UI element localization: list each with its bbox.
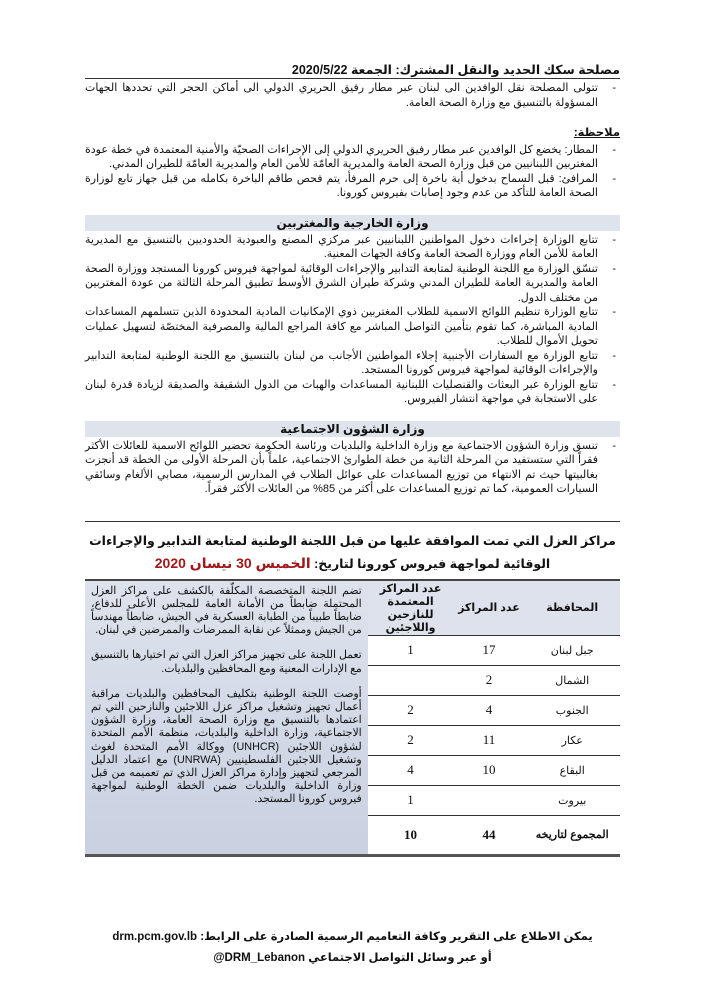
social-affairs-section	[85, 421, 620, 497]
total-centers: 44	[453, 815, 524, 855]
list-item: - تتابع الوزارة تنظيم اللوائح الاسمية للطلاب المغتربين ذوي الإمكانيات المادية المحدودة الذين تتسلمهم المساعدات المادية المباشرة، كما تقوم بتأمين التواصل المباشر مع كافة المراجع المالية والمصرفية المختصّة لتسهيل عمليات تحويل الأموال للطلاب.	[85, 305, 620, 349]
governorate-cell: الجنوب	[524, 695, 620, 725]
list-item: - المطار: يخضع كل الوافدين عبر مطار رفيق الحريري الدولي إلى الإجراءات الصحيّة والأمنية المعتمدة في خطة عودة المغتربين اللبنانيين من قبل وزارة الصحة العامة والمديرية العامّة للأمن العام والمديرية العامّة للطيران المدني.	[85, 143, 620, 172]
list-item: - المرافئ: قبل السماح بدخول أية باخرة إلى حرم المرفأ، يتم فحص طاقم الباخرة بكامله من قبل جهاز تابع لوزارة الصحة العامة للتأكد من عدم وجود إصابات بفيروس كورونا.	[85, 172, 620, 201]
section-title: وزارة الشؤون الاجتماعية	[85, 421, 620, 437]
social-handle-link[interactable]: @DRM_Lebanon	[213, 951, 306, 964]
centers-cell: 10	[453, 755, 524, 785]
isolation-centers-table	[85, 579, 620, 857]
list-item: - تتابع الوزارة إجراءات دخول المواطنين اللبنانيين عبر مركزي المصنع والعبودية الحدوديين بالتنسيق مع المديرية العامة للأمن العام ووزارة الصحة العامة وكافة الجهات المعنية.	[85, 233, 620, 262]
foreign-ministry-section	[85, 215, 620, 407]
centers-cell: 4	[453, 695, 524, 725]
total-refugee: 10	[368, 815, 454, 855]
header-title: مصلحة سكك الحديد والنقل المشترك:	[395, 63, 620, 77]
refugee-cell: 2	[368, 725, 454, 755]
footer-link[interactable]: drm.pcm.gov.lb	[112, 930, 198, 943]
centers-description	[85, 580, 368, 856]
section-title: وزارة الخارجية والمغتربين	[85, 215, 620, 231]
footer	[85, 927, 620, 969]
description-paragraph: تضم اللجنة المتخصصة المكلّفة بالكشف على مراكز العزل المحتملة ضابطاً من الأمانة العامة للمجلس الأعلى للدفاع، ضابطاً طبيباً من الطبابة العسكرية في الجيش، ضابطاً مهندساً من الجيش وممثلاً عن نقابة الممرضات والممرضين في لبنان.	[91, 584, 362, 637]
description-paragraph: أوصت اللجنة الوطنية بتكليف المحافظين والبلديات مراقبة أعمال تجهيز وتشغيل مراكز عزل اللاجئين والنازحين التي تم اعتمادها بالتنسيق مع وزارة الصحة العامة، وزارة الشؤون الاجتماعية، وزارة الداخلية والبلديات، منظمة الأمم المتحدة لشؤون اللاجئين (UNHCR) ووكالة الأمم المتحدة لغوث وتشغيل اللاجئين الفلسطينيين (UNRWA) مع اعتماد الدليل المرجعي لتجهيز وإدارة مراكز العزل الذي تم تعميمه من قبل وزارة الداخلية والبلديات ضمن الخطة الوطنية لمواجهة فيروس كورونا المستجد.	[91, 687, 362, 806]
list-item: - تنسق وزارة الشؤون الاجتماعية مع وزارة الداخلية والبلديات ورئاسة الحكومة تحضير اللوائح الاسمية للعائلات الأكثر فقراً التي ستستفيد من المرحلة الثانية من خطة الطوارئ الاجتماعية، علماً بأن المرحلة الأولى من الخطة قد أنجزت بغالبيتها حيث تم الانتهاء من توزيع المساعدات على عوائل الطلاب في المدارس الرسمية، مصابي الألغام وسائقي السيارات العمومية، كما تم توزيع المساعدات على أكثر من 85% من العائلات الأكثر فقراً.	[85, 439, 620, 497]
header-date: الجمعة 2020/5/22	[291, 63, 392, 77]
governorate-cell: جبل لبنان	[524, 635, 620, 665]
note-section	[85, 126, 620, 201]
list-item: - تتابع الوزارة عبر البعثات والقنصليات اللبنانية المساعدات والهبات من الدول الشقيقة والصديقة لزيادة قدرة لبنان على الاستجابة في مواجهة انتشار الفيروس.	[85, 378, 620, 407]
refugee-cell: 4	[368, 755, 454, 785]
refugee-cell: 1	[368, 785, 454, 815]
centers-title	[85, 521, 620, 579]
governorate-cell: الشمال	[524, 665, 620, 695]
page-header	[85, 62, 620, 79]
centers-cell: 11	[453, 725, 524, 755]
governorate-cell: عكار	[524, 725, 620, 755]
footer-text: أو عبر وسائل التواصل الاجتماعي	[308, 951, 492, 964]
refugee-cell: 2	[368, 695, 454, 725]
rail-section	[85, 81, 620, 110]
note-label: ملاحظة:	[573, 127, 620, 139]
col-centers: عدد المراكز	[453, 580, 524, 636]
list-item: - تنسّق الوزارة مع اللجنة الوطنية لمتابعة التدابير والإجراءات الوقائية لمواجهة فيروس كورونا المستجد ووزارة الصحة العامة والمديرية العامة للطيران المدني وشركة طيران الشرق الأوسط تطبيق المرحلة الثالثة من عودة المغتربين من مختلف الدول.	[85, 262, 620, 306]
governorate-cell: البقاع	[524, 755, 620, 785]
centers-cell: 2	[453, 665, 524, 695]
list-item: - تتابع الوزارة مع السفارات الأجنبية إجلاء المواطنين الأجانب من لبنان بالتنسيق مع اللجنة الوطنية لمتابعة التدابير والإجراءات الوقائية لمواجهة فيروس كورونا المستجد.	[85, 349, 620, 378]
col-refugee-centers: عدد المراكز المعتمدة للنازحين واللاجئين	[368, 580, 454, 636]
refugee-cell	[368, 665, 454, 695]
total-label: المجموع لتاريخه	[524, 815, 620, 855]
footer-text: يمكن الاطلاع على التقرير وكافة التعاميم الرسمية الصادرة على الرابط:	[200, 930, 593, 943]
centers-cell	[453, 785, 524, 815]
centers-title-text: مراكز العزل التي تمت الموافقة عليها من قبل اللجنة الوطنية لمتابعة التدابير والإجراءات الوقائية لمواجهة فيروس كورونا لتاريخ:	[89, 533, 616, 571]
centers-cell: 17	[453, 635, 524, 665]
table-header-row	[85, 580, 620, 636]
centers-date: الخميس 30 نيسان 2020	[154, 554, 311, 571]
document-page	[85, 0, 620, 989]
list-item: - تتولى المصلحة نقل الوافدين الى لبنان عبر مطار رفيق الحريري الدولي الى أماكن الحجر التي تحددها الجهات المسؤولة بالتنسيق مع وزارة الصحة العامة.	[85, 81, 620, 110]
description-paragraph: تعمل اللجنة على تجهيز مراكز العزل التي تم اختيارها بالتنسيق مع الإدارات المعنية ومع المحافظين والبلديات.	[91, 649, 362, 675]
refugee-cell: 1	[368, 635, 454, 665]
governorate-cell: بيروت	[524, 785, 620, 815]
col-governorate: المحافظة	[524, 580, 620, 636]
